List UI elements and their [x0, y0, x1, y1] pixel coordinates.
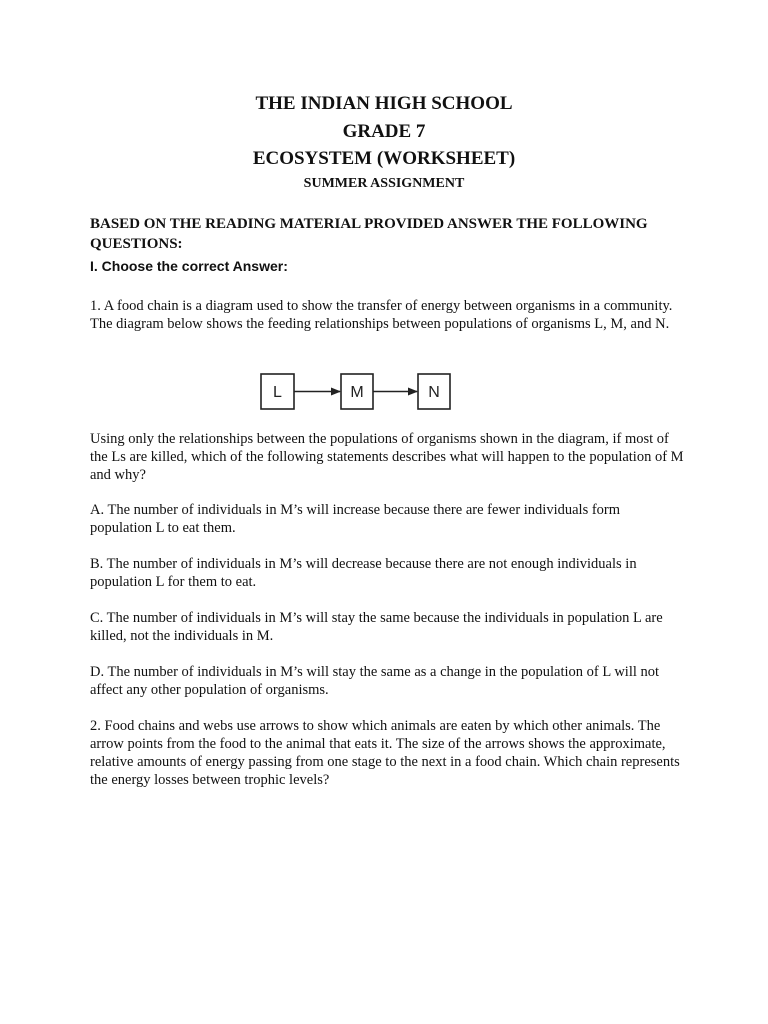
option-c: C. The number of individuals in M’s will stay the same because the individuals in population L are killed, not the individuals in M.	[90, 610, 663, 644]
node-l-label: L	[273, 384, 282, 401]
topic-title: ECOSYSTEM (WORKSHEET)	[252, 148, 516, 169]
question-1-stem: 1. A food chain is a diagram used to show the transfer of energy between organisms in a community. The diagram below shows the feeding relationships between populations of organisms L, M, and N.	[90, 298, 673, 332]
node-n-label: N	[428, 384, 440, 401]
option-d: D. The number of individuals in M’s will stay the same as a change in the population of L will not affect any other population of organisms.	[90, 664, 660, 698]
option-b: B. The number of individuals in M’s will decrease because there are not enough individuals in population L for them to eat.	[90, 556, 637, 590]
assignment-subtitle: SUMMER ASSIGNMENT	[303, 176, 465, 191]
food-chain-diagram	[258, 370, 458, 414]
grade-title: GRADE 7	[342, 121, 426, 142]
question-1-prompt: Using only the relationships between the populations of organisms shown in the diagram, if most of the Ls are killed, which of the following statements describes what will happen to the population of M and why?	[90, 431, 684, 483]
option-a: A. The number of individuals in M’s will increase because there are fewer individuals form population L to eat them.	[90, 502, 621, 536]
node-l	[261, 374, 294, 409]
node-m	[341, 374, 373, 409]
question-2-stem: 2. Food chains and webs use arrows to show which animals are eaten by which other animals. The arrow points from the food to the animal that eats it. The size of the arrows shows the approximate, relative amounts of energy passing from one stage to the next in a food chain. Which chain represents the energy losses between trophic levels?	[90, 718, 680, 788]
school-title: THE INDIAN HIGH SCHOOL	[255, 93, 513, 114]
node-m-label: M	[350, 384, 364, 401]
node-n	[418, 374, 450, 409]
instructions: BASED ON THE READING MATERIAL PROVIDED ANSWER THE FOLLOWING QUESTIONS:	[90, 216, 648, 252]
section-title: I. Choose the correct Answer:	[90, 258, 288, 274]
